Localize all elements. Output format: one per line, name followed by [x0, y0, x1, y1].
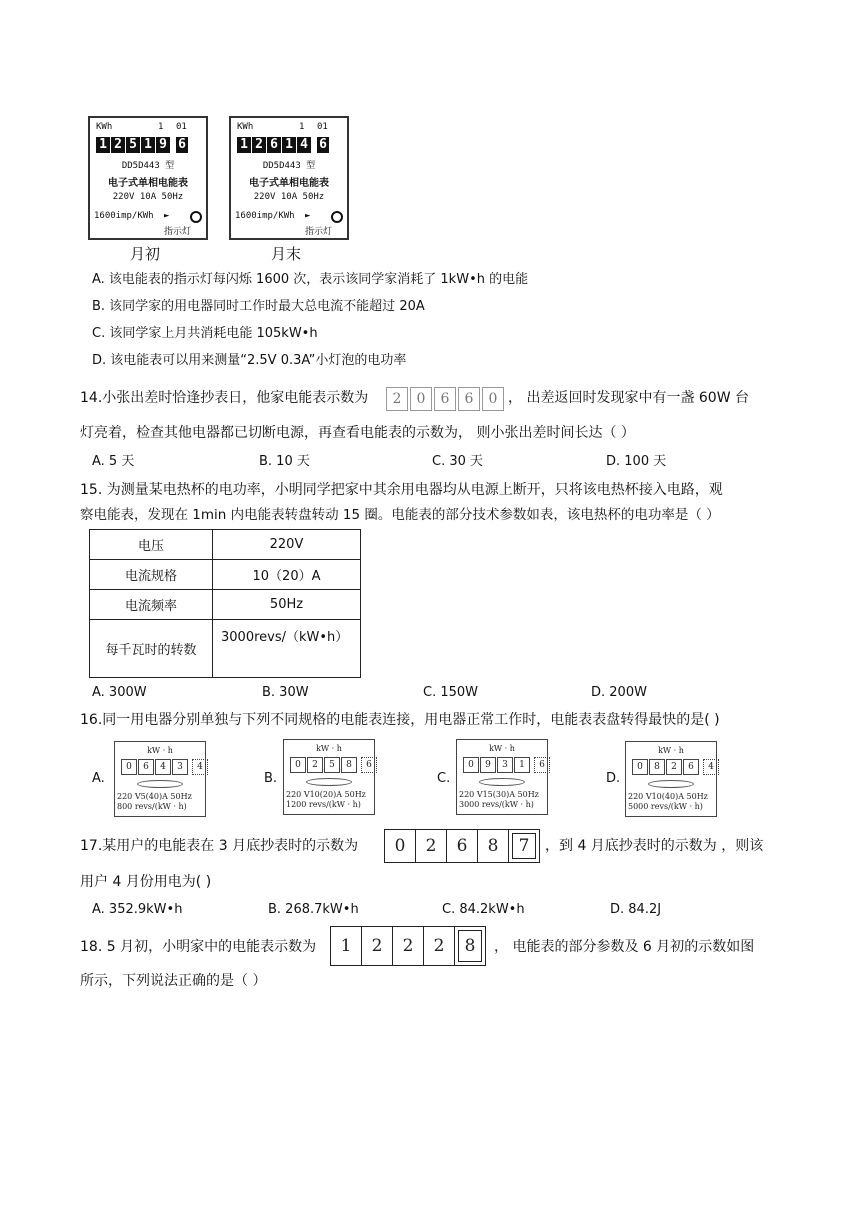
- spec-table: [89, 529, 361, 678]
- digit-cell-decimal: 6: [361, 757, 377, 773]
- meter-digit: 1: [282, 137, 296, 153]
- q16-meter-b: [283, 739, 375, 815]
- q17-option-b: B. 268.7kW•h: [268, 902, 359, 917]
- rotor-disc-icon: [306, 778, 352, 786]
- meter-digit-decimal: 6: [317, 137, 329, 153]
- table-row: [90, 530, 361, 560]
- digit-cell: 3: [172, 759, 188, 775]
- digit-cell-decimal: 7: [512, 833, 536, 859]
- rotor-disc-icon: [137, 780, 183, 788]
- digit-cell: 8: [341, 757, 357, 773]
- arrow-icon: ►: [164, 211, 170, 221]
- digit-cell: 0: [463, 757, 479, 773]
- q14-option-d: D. 100 天: [606, 454, 667, 469]
- meter-rating: 220V 10A 50Hz: [112, 192, 184, 202]
- digit-cell: 0: [482, 387, 504, 411]
- q16-meter-c: [456, 739, 548, 815]
- q13-option-c: C. 该同学家上月共消耗电能 105kW•h: [92, 326, 318, 341]
- digit-cell: 2: [666, 759, 682, 775]
- digit-cell: 1: [331, 927, 362, 965]
- q13-option-d: D. 该电能表可以用来测量“2.5V 0.3A”小灯泡的电功率: [92, 353, 407, 368]
- digit-cell: 4: [155, 759, 171, 775]
- q17-option-c: C. 84.2kW•h: [442, 902, 525, 917]
- meter-digit: 4: [297, 137, 311, 153]
- digit-cell: 6: [683, 759, 699, 775]
- q17-option-a: A. 352.9kW•h: [92, 902, 183, 917]
- q13-option-a: A. 该电能表的指示灯每闪烁 1600 次，表示该同学家消耗了 1kW•h 的电能: [92, 272, 529, 287]
- digit-cell: 8: [478, 830, 509, 862]
- q16-label-a: A.: [92, 771, 105, 786]
- digit-cell: 3: [497, 757, 513, 773]
- meter-rating: 220 V15(30)A 50Hz: [459, 790, 539, 799]
- meter-rating: 220 V5(40)A 50Hz: [117, 792, 192, 801]
- q17-line2: 用户 4 月份用电为( ): [80, 874, 212, 890]
- q15-option-b: B. 30W: [262, 685, 309, 700]
- meter-phase: 1: [299, 122, 305, 132]
- table-row: [90, 590, 361, 620]
- digit-cell: 0: [385, 830, 416, 862]
- meter-digit: 2: [111, 137, 125, 153]
- q14-digit-box: [386, 387, 506, 411]
- digit-cell-decimal: 6: [534, 757, 550, 773]
- meter-rating: 220 V10(20)A 50Hz: [286, 790, 366, 799]
- meter-digit: 1: [141, 137, 155, 153]
- meter-start-caption: 月初: [130, 245, 161, 263]
- meter-revs: 800 revs/(kW · h): [117, 802, 187, 811]
- meter-imp: 1600imp/KWh: [94, 211, 154, 221]
- digit-cell: 2: [416, 830, 447, 862]
- meter-unit: kW · h: [489, 744, 515, 753]
- q17-line1-pre: 17.某用户的电能表在 3 月底抄表时的示数为: [80, 838, 359, 854]
- digit-cell: 1: [514, 757, 530, 773]
- meter-model: DD5D443 型: [262, 161, 316, 171]
- meter-digit: 6: [267, 137, 281, 153]
- meter-end-caption: 月末: [271, 245, 302, 263]
- meter-code: 01: [176, 122, 187, 132]
- table-cell: 3000revs/（kW•h）: [213, 620, 361, 678]
- q18-line1-post: ， 电能表的部分参数及 6 月初的示数如图: [494, 939, 755, 955]
- table-cell: 电流规格: [90, 560, 213, 590]
- meter-revs: 5000 revs/(kW · h): [628, 802, 703, 811]
- meter-digit: 5: [126, 137, 140, 153]
- q15-option-a: A. 300W: [92, 685, 147, 700]
- meter-imp: 1600imp/KWh: [235, 211, 295, 221]
- meter-rating: 220V 10A 50Hz: [253, 192, 325, 202]
- digit-cell-decimal: 8: [458, 930, 482, 962]
- digit-cell: 2: [386, 387, 408, 411]
- q17-line1-post: ，到 4 月底抄表时的示数为 ，则该: [545, 838, 764, 854]
- q15-line2: 察电能表，发现在 1min 内电能表转盘转动 15 圈。电能表的部分技术参数如表，该电热杯的电功率是（ ）: [80, 507, 720, 523]
- q14-line1-pre: 14.小张出差时恰逢抄表日，他家电能表示数为: [80, 390, 369, 406]
- digit-cell: 6: [434, 387, 456, 411]
- digit-cell: 0: [410, 387, 432, 411]
- meter-digit: 2: [252, 137, 266, 153]
- q16-label-b: B.: [264, 771, 278, 786]
- digit-cell: 2: [307, 757, 323, 773]
- meter-unit: KWh: [96, 122, 113, 132]
- q16-meter-d: [625, 741, 717, 817]
- q14-line1-post: ， 出差返回时发现家中有一盏 60W 台: [508, 390, 750, 406]
- digit-cell: 2: [362, 927, 393, 965]
- indicator-light-icon: [331, 211, 343, 223]
- table-cell: 50Hz: [213, 590, 361, 620]
- digit-cell: 6: [447, 830, 478, 862]
- q18-digit-box: [330, 926, 486, 966]
- meter-phase: 1: [158, 122, 164, 132]
- digit-cell: 9: [480, 757, 496, 773]
- meter-digits: [237, 137, 329, 153]
- digit-cell-decimal: 4: [703, 759, 719, 775]
- q14-option-c: C. 30 天: [432, 454, 484, 469]
- rotor-disc-icon: [479, 778, 525, 786]
- q17-option-d: D. 84.2J: [610, 902, 662, 917]
- arrow-icon: ►: [305, 211, 311, 221]
- table-cell: 电流频率: [90, 590, 213, 620]
- rotor-disc-icon: [648, 780, 694, 788]
- digit-cell: 2: [424, 927, 455, 965]
- q16-label-c: C.: [437, 771, 451, 786]
- q16-meter-a: [114, 741, 206, 817]
- q15-option-d: D. 200W: [591, 685, 647, 700]
- meter-digit: 1: [96, 137, 110, 153]
- q14-option-a: A. 5 天: [92, 454, 135, 469]
- table-cell: 每千瓦时的转数: [90, 620, 213, 678]
- table-row: [90, 560, 361, 590]
- meter-code: 01: [317, 122, 328, 132]
- meter-unit: KWh: [237, 122, 254, 132]
- meter-revs: 1200 revs/(kW · h): [286, 800, 361, 809]
- meter-name: 电子式单相电能表: [249, 178, 329, 189]
- meter-revs: 3000 revs/(kW · h): [459, 800, 534, 809]
- digit-cell: 2: [393, 927, 424, 965]
- meter-unit: kW · h: [658, 746, 684, 755]
- q14-line2: 灯亮着，检查其他电器都已切断电源，再查看电能表的示数为， 则小张出差时间长达（ ）: [80, 425, 635, 441]
- digit-cell-decimal: 4: [192, 759, 208, 775]
- meter-unit: kW · h: [147, 746, 173, 755]
- digit-cell: 0: [121, 759, 137, 775]
- q18-line2: 所示，下列说法正确的是（ ）: [80, 973, 267, 989]
- meter-end-card: [229, 116, 349, 240]
- q14-option-b: B. 10 天: [259, 454, 310, 469]
- digit-cell: 8: [649, 759, 665, 775]
- meter-digit: 1: [237, 137, 251, 153]
- meter-digit-decimal: 6: [176, 137, 188, 153]
- digit-cell: 6: [138, 759, 154, 775]
- q16-label-d: D.: [606, 771, 621, 786]
- meter-start-card: [88, 116, 208, 240]
- digit-cell: 5: [324, 757, 340, 773]
- q18-line1-pre: 18. 5 月初，小明家中的电能表示数为: [80, 939, 317, 955]
- meter-digit: 9: [156, 137, 170, 153]
- table-cell: 220V: [213, 530, 361, 560]
- meter-name: 电子式单相电能表: [108, 178, 188, 189]
- table-cell: 电压: [90, 530, 213, 560]
- q17-digit-box: [384, 829, 540, 863]
- table-row: [90, 620, 361, 678]
- digit-cell: 6: [458, 387, 480, 411]
- meter-digits: [96, 137, 188, 153]
- meter-rating: 220 V10(40)A 50Hz: [628, 792, 708, 801]
- digit-cell: 0: [290, 757, 306, 773]
- q15-option-c: C. 150W: [423, 685, 479, 700]
- q13-option-b: B. 该同学家的用电器同时工作时最大总电流不能超过 20A: [92, 299, 425, 314]
- indicator-light-icon: [190, 211, 202, 223]
- q15-line1: 15. 为测量某电热杯的电功率，小明同学把家中其余用电器均从电源上断开，只将该电热杯接入电路，观: [80, 482, 723, 498]
- meter-indicator-label: 指示灯: [164, 227, 192, 237]
- table-cell: 10（20）A: [213, 560, 361, 590]
- meter-unit: kW · h: [316, 744, 342, 753]
- digit-cell: 0: [632, 759, 648, 775]
- meter-model: DD5D443 型: [121, 161, 175, 171]
- q16-line: 16.同一用电器分别单独与下列不同规格的电能表连接，用电器正常工作时，电能表表盘转得最快的是( ): [80, 712, 720, 728]
- meter-indicator-label: 指示灯: [305, 227, 333, 237]
